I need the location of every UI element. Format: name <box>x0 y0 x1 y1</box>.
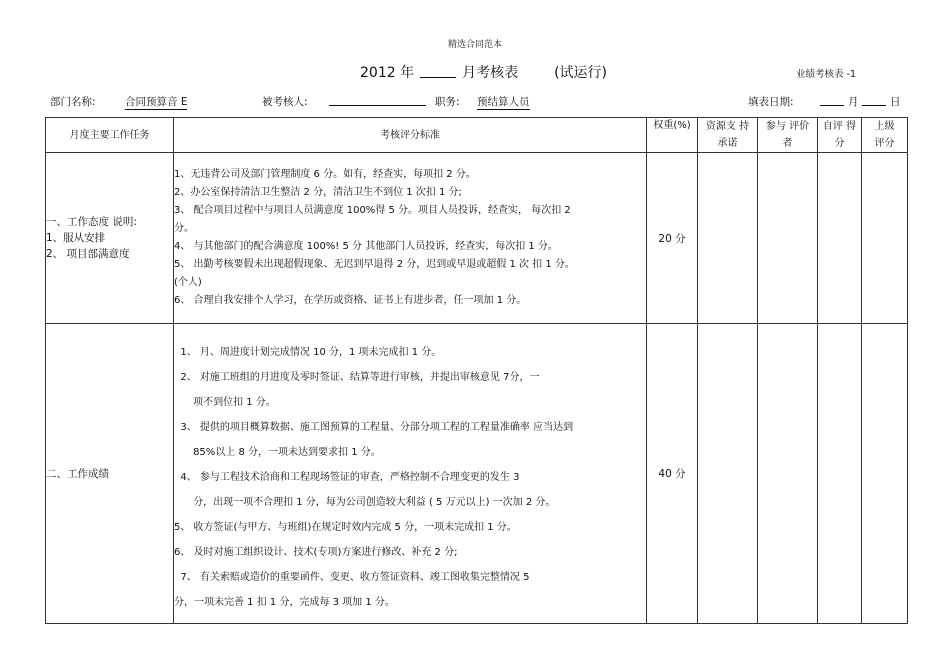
col-task: 月度主要工作任务 <box>46 118 174 153</box>
assessee-label: 被考核人: <box>262 96 308 108</box>
criteria-cell: 1、无违背公司及部门管理制度 6 分。如有，经查实，每项扣 2 分。 2、办公室保持清洁卫生整洁 2 分，清洁卫生不到位 1 次扣 1 分; 3、 配合项目过程中与项目人员满意度 100%得 5 分。项目人员投诉，经查实， 每次扣 2 分。 4、 与其他部门的配合满意度 100%! 5 分 其他部门人员投诉，经查实，每次扣 1 分。 5、 出勤考核要假未出现超假现象、无迟到早退得 2 分，迟到或早退或超假 1 次 扣 1 分。 (个人) 6、 合理自我安排个人学习，在学历或资格、证书上有进步者，任一项加 1 分。 <box>174 153 647 324</box>
page-title <box>360 62 607 82</box>
weight-cell: 20 分 <box>647 153 698 324</box>
assessee-blank <box>329 94 426 106</box>
task-cell: 一、工作态度 说明: 1、服从安排 2、 项目部满意度 <box>46 153 174 324</box>
date-label: 填表日期: <box>748 96 794 108</box>
self-score-cell <box>818 324 862 624</box>
col-peer: 参与 评价 者 <box>758 118 818 153</box>
month-suffix: 月 <box>848 96 859 108</box>
assessment-table <box>45 117 908 624</box>
table-header-row <box>46 118 908 153</box>
col-resource: 资源支 持 承诺 <box>698 118 758 153</box>
day-suffix: 日 <box>890 96 901 108</box>
col-self: 自评 得 分 <box>818 118 862 153</box>
weight-cell: 40 分 <box>647 324 698 624</box>
watermark-text: 精选合同范本 <box>447 40 502 50</box>
col-superior: 上级 评分 <box>862 118 908 153</box>
dept-label: 部门名称: <box>50 96 96 108</box>
dept-value: 合同预算音 E <box>125 96 188 108</box>
table-row <box>46 153 908 324</box>
col-weight: 权重(%) <box>647 118 698 153</box>
month-blank-field <box>820 94 844 106</box>
position-label: 职务: <box>435 96 460 108</box>
superior-score-cell <box>862 153 908 324</box>
task-cell: 二、工作成绩 <box>46 324 174 624</box>
col-criteria: 考核评分标准 <box>174 118 647 153</box>
peer-cell <box>758 153 818 324</box>
superior-score-cell <box>862 324 908 624</box>
form-number: 业绩考核表 -1 <box>796 69 856 80</box>
table-row <box>46 324 908 624</box>
peer-cell <box>758 324 818 624</box>
self-score-cell <box>818 153 862 324</box>
criteria-cell: 1、 月、周进度计划完成情况 10 分，1 项未完成扣 1 分。 2、 对施工班组的月进度及零时签证、结算等进行审核，并提出审核意见 7分，一 项不到位扣 1 分。 3、 提供的项目概算数据、施工图预算的工程量、分部分项工程的工程量准确率 应当达到 85%以上 8 分，一项未达到要求扣 1 分。 4、 参与工程技术洽商和工程现场签证的审查，严格控制不合理变更的发生 3 分，出现一项不合理扣 1 分，每为公司创造较大利益 ( 5 万元以上) 一次加 2 分。 5、 收方签证(与甲方、与班组)在规定时效内完成 5 分，一项未完成扣 1 分。 6、 及时对施工组织设计、技术(专项)方案进行修改、补充 2 分; 7、 有关索赔或造价的重要函件、变更、收方签证资料、竣工图收集完整情况 5 分，一项未完善 1 扣 1 分，完成每 3 项加 1 分。 <box>174 324 647 624</box>
position-value: 预结算人员 <box>477 96 530 108</box>
resource-cell <box>698 153 758 324</box>
month-blank <box>420 65 456 78</box>
resource-cell <box>698 324 758 624</box>
title-main: 月考核表 <box>462 65 519 81</box>
title-year: 2012 年 <box>360 65 415 81</box>
day-blank-field <box>862 94 886 106</box>
title-trial: (试运行) <box>554 65 608 81</box>
